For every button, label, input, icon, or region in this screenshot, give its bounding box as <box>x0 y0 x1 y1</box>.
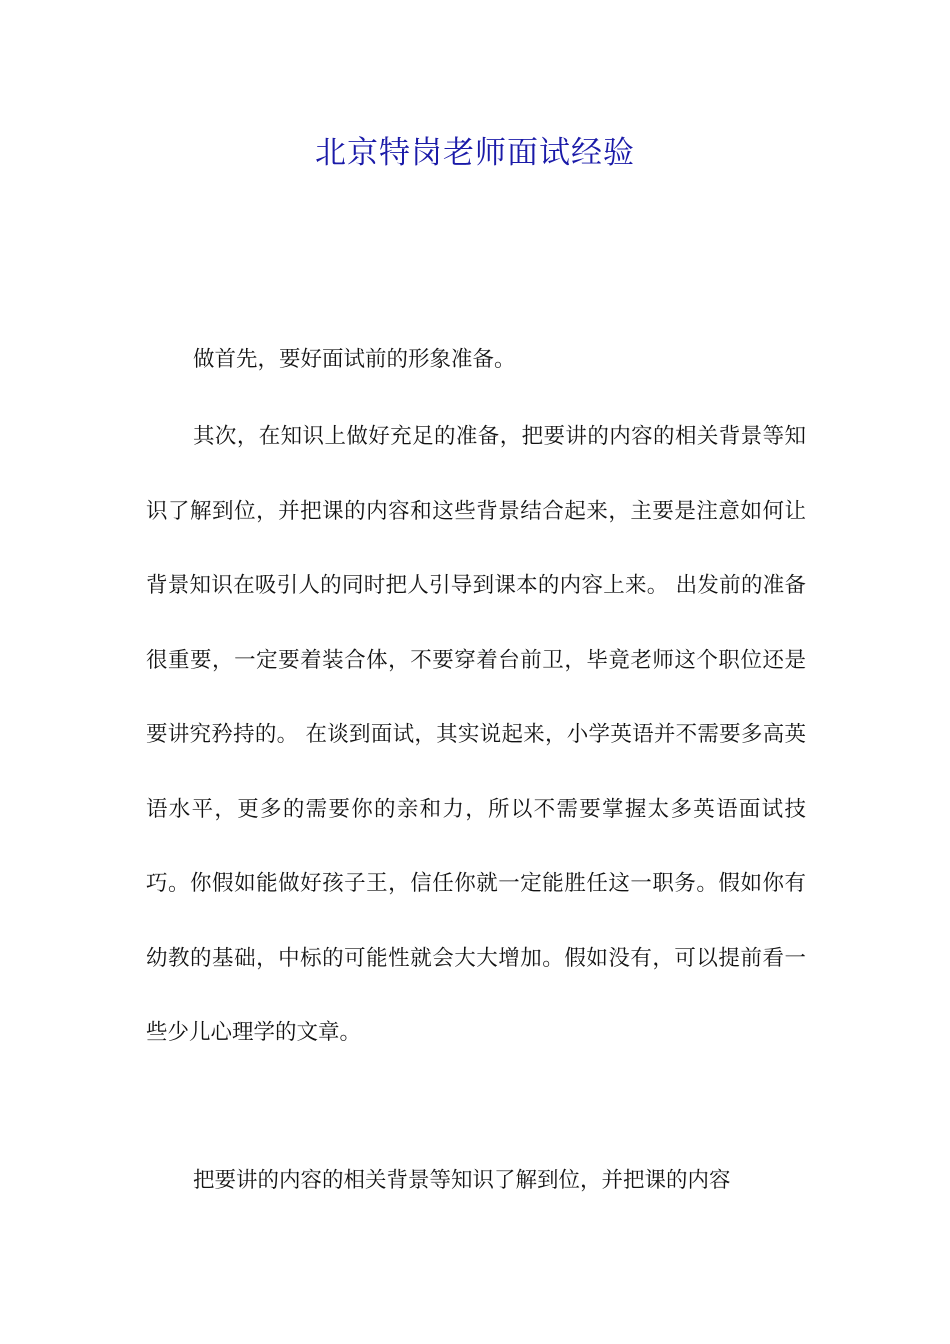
paragraph-block-3 <box>146 1144 806 1219</box>
paragraph: 其次，在知识上做好充足的准备，把要讲的内容的相关背景等知识了解到位，并把课的内容和这些背景结合起来，主要是注意如何让背景知识在吸引人的同时把人引导到课本的内容上来。 出发前的准备很重要，一定要着装合体，不要穿着台前卫，毕竟老师这个职位还是要讲究矜持的。 在谈到面试，其实说起来，小学英语并不需要多高英语水平，更多的需要你的亲和力，所以不需要掌握太多英语面试技巧。你假如能做好孩子王，信任你就一定能胜任这一职务。假如你有幼教的基础，中标的可能性就会大大增加。假如没有，可以提前看一些少儿心理学的文章。 <box>146 424 806 1045</box>
paragraph: 做首先，要好面试前的形象准备。 <box>193 347 516 372</box>
document-title: 北京特岗老师面试经验 <box>315 135 635 171</box>
paragraph-block-2 <box>146 400 806 1071</box>
paragraph-block-1 <box>146 323 806 398</box>
paragraph: 把要讲的内容的相关背景等知识了解到位，并把课的内容 <box>193 1168 731 1193</box>
